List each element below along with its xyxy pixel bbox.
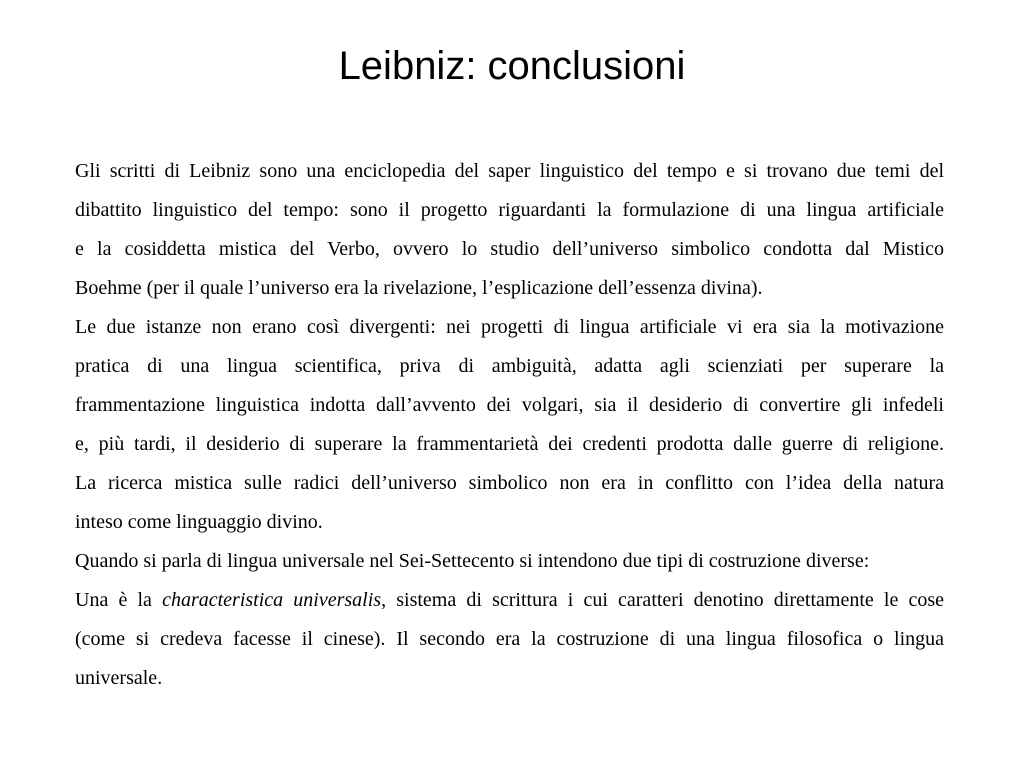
paragraph-2 — [75, 308, 944, 464]
text-segment: , sistema di scrittura i cui caratteri denotino direttamente le cose — [381, 589, 945, 611]
text-line: Boehme (per il quale l’universo era la rivelazione, l’esplicazione dell’essenza divina). — [75, 277, 763, 299]
text-line: Le due istanze non erano così divergenti: nei progetti di lingua artificiale vi era sia la motivazione — [75, 316, 944, 338]
text-line — [75, 581, 944, 620]
text-line: frammentazione linguistica indotta dall’avvento dei volgari, sia il desiderio di convertire gli infedeli — [75, 394, 944, 416]
text-line: e, più tardi, il desiderio di superare la frammentarietà dei credenti prodotta dalle guerre di religione. — [75, 433, 944, 455]
text-line: Quando si parla di lingua universale nel Sei-Settecento si intendono due tipi di costruzione diverse: — [75, 550, 870, 572]
text-line: universale. — [75, 667, 163, 689]
slide-title: Leibniz: conclusioni — [338, 44, 686, 88]
text-line: pratica di una lingua scientifica, priva di ambiguità, adatta agli scienziati per superare la — [75, 355, 944, 377]
paragraph-1 — [75, 152, 944, 308]
text-line: e la cosiddetta mistica del Verbo, ovvero lo studio dell’universo simbolico condotta dal Mistico — [75, 238, 944, 260]
text-line: La ricerca mistica sulle radici dell’universo simbolico non era in conflitto con l’idea della natura — [75, 472, 944, 494]
text-line: inteso come linguaggio divino. — [75, 511, 323, 533]
text-line: dibattito linguistico del tempo: sono il progetto riguardanti la formulazione di una lingua artificiale — [75, 199, 944, 221]
italic-term: characteristica universalis — [162, 589, 382, 611]
text-line: Gli scritti di Leibniz sono una enciclopedia del saper linguistico del tempo e si trovano due temi del — [75, 160, 944, 182]
text-segment: Una è la — [75, 589, 163, 611]
slide-body — [75, 152, 944, 698]
paragraph-5 — [75, 581, 944, 698]
text-line: (come si credeva facesse il cinese). Il secondo era la costruzione di una lingua filosofica o lingua — [75, 628, 944, 650]
paragraph-3 — [75, 464, 944, 542]
paragraph-4 — [75, 542, 944, 581]
